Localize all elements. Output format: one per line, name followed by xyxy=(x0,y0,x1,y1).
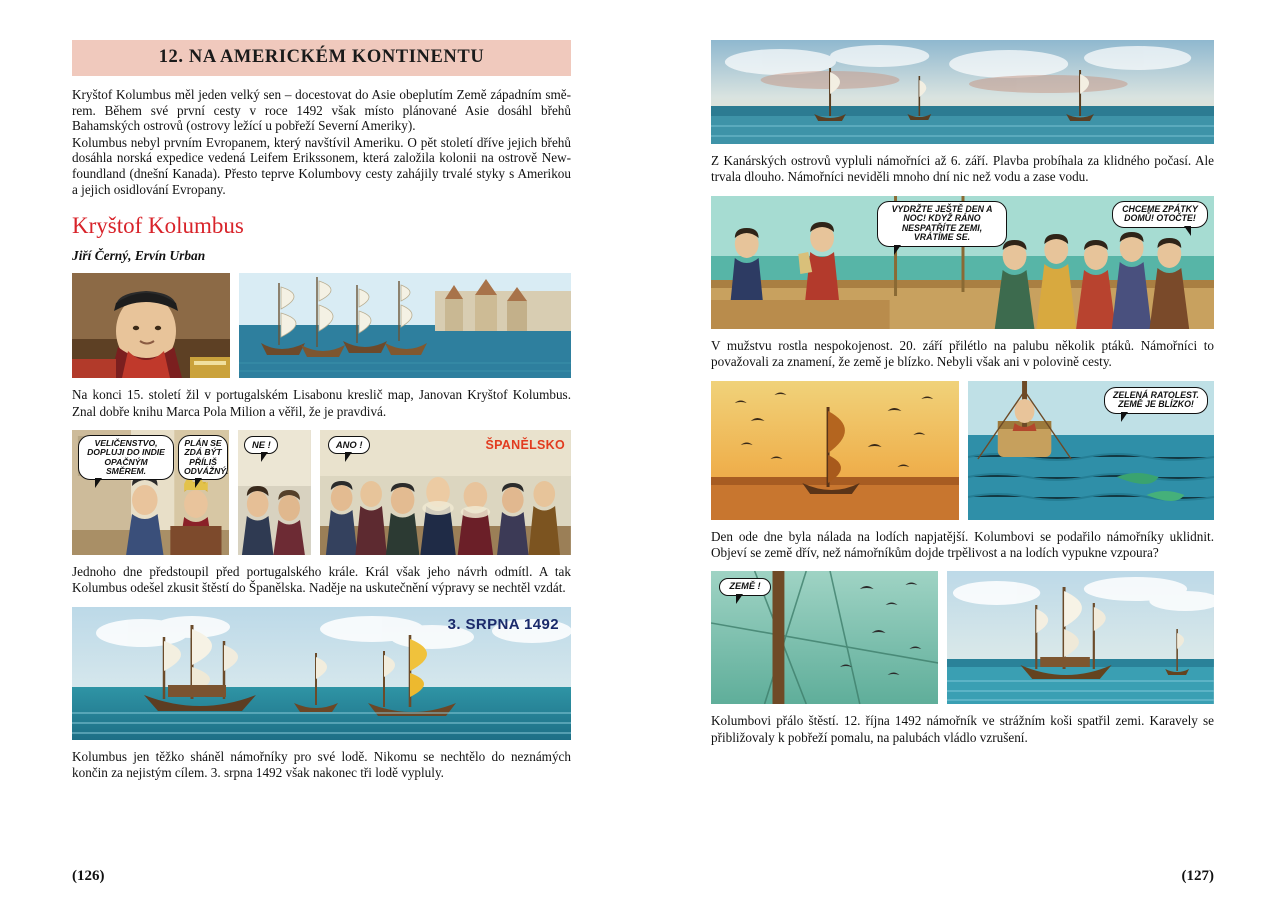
caption-land-sighted: Kolumbovi přálo štěstí. 12. října 1492 námořník ve strážním koši spatřil zemi. Karavely se přibližovaly k pobřeží pomalu, na palubách vládlo vzrušení. xyxy=(711,713,1214,745)
caption-crew-unrest: V mužstvu rostla nespokojenost. 20. září přilétlo na palubu několik ptáků. Námořníci to považovali za znamení, že země je blízko. Nebyli však ani v polovině cesty. xyxy=(711,337,1214,370)
figure-row-r1 xyxy=(711,40,1214,144)
speech-bubble-hold-on: VYDRŽTE JEŠTĚ DEN A NOC! KDYŽ RÁNO NESPATŘÍTE ZEMI, VRÁTÍME SE. xyxy=(877,201,1007,247)
intro-paragraph-2: Kolumbus nebyl prvním Evropanem, který navštívil Ameriku. O pět století dříve jejich břehů dosáhla norská expedice vedená Leifem Erikssonem, která založila kolonii na ostrově Newfoundland (dnešní Kanada). Přesto teprve Kolumbovy cesty zahájily trvalé styky s Amerikou a jejich osidlování Evropany. xyxy=(72,134,571,197)
intro-paragraph-1: Kryštof Kolumbus měl jeden velký sen – docestovat do Asie obeplutím Země západním směrem. Během své první cesty v roce 1492 však místo plánované Asie dosáhl břehů Bahamských ostrovů (ostrovy ležící u pobřeží Severní Ameriky). xyxy=(72,87,571,134)
figure-row-1 xyxy=(72,273,571,378)
caption-canary-islands: Z Kanárských ostrovů vypluli námořníci až 6. září. Plavba probíhala za klidného počasí. Ale trvala dlouho. Námořníci neviděli mnoho dní nic než vodu a zase vodu. xyxy=(711,153,1214,185)
figure-row-r4 xyxy=(711,571,1214,704)
label-spanelsko: ŠPANĚLSKO xyxy=(485,437,565,452)
speech-bubble-no: NE ! xyxy=(244,436,278,454)
sunset-illustration xyxy=(711,381,959,520)
speech-bubble-yes: ANO ! xyxy=(328,436,370,454)
figure-row-2 xyxy=(72,430,571,555)
figure-row-r3 xyxy=(711,381,1214,520)
speech-bubble-columbus-proposal: VELIČENSTVO, DOPLUJI DO INDIE OPAČNÝM SMĚREM. xyxy=(78,435,174,480)
harbour-illustration xyxy=(239,273,571,378)
page-right xyxy=(643,0,1286,915)
figure-three-ships-departing xyxy=(72,607,571,740)
figure-row-3 xyxy=(72,607,571,740)
figure-ship-at-sunset-with-birds xyxy=(711,381,959,520)
speech-bubble-green-branch: ZELENÁ RATOLEST. ZEMĚ JE BLÍZKO! xyxy=(1104,387,1208,414)
folio-left: (126) xyxy=(72,868,105,884)
caption-tension: Den ode dne byla nálada na lodích napjatější. Kolumbovi se podařilo námořníky uklidnit. Objeví se země dřív, než námořníkům dojde trpělivost a na lodích vypukne vzpoura? xyxy=(711,528,1214,561)
caption-king-refusal: Jednoho dne předstoupil před portugalského krále. Král však jeho návrh odmítl. A tak Kolumbus odešel zkusit štěstí do Španělska. Naděje na uskutečnění výpravy se nechtěl vzdát. xyxy=(72,563,571,596)
figure-argument-on-deck xyxy=(711,196,1214,329)
figure-columbus-before-the-king xyxy=(72,430,229,555)
authors-line: Jiří Černý, Ervín Urban xyxy=(72,248,206,264)
caption-columbus-mapmaker: Na konci 15. století žil v portugalském Lisabonu kreslič map, Janovan Kryštof Kolumbus. Znal dobře knihu Marca Pola Milion a věřil, že je pravdivá. xyxy=(72,387,571,419)
open-sea-illustration xyxy=(711,40,1214,144)
folio-right: (127) xyxy=(1181,868,1214,884)
figure-lookout-spotting-land xyxy=(711,571,938,704)
chapter-title: 12. NA AMERICKÉM KONTINENTU xyxy=(158,47,485,67)
figure-courtiers-arguing xyxy=(238,430,311,555)
figure-spanish-royal-court xyxy=(320,430,571,555)
speech-bubble-land: ZEMĚ ! xyxy=(719,578,771,596)
figure-sailor-in-crows-nest xyxy=(968,381,1214,520)
chapter-title-banner xyxy=(72,40,571,76)
speech-bubble-king-reply: PLÁN SE ZDÁ BÝT PŘÍLIŠ ODVÁŽNÝ. xyxy=(178,435,228,480)
figure-portrait-of-columbus xyxy=(72,273,230,378)
figure-row-r2 xyxy=(711,196,1214,329)
portrait-illustration xyxy=(72,273,230,378)
caravel-coast-illustration xyxy=(947,571,1214,704)
figure-caravel-approaching-coast xyxy=(947,571,1214,704)
caption-departure: Kolumbus jen těžko sháněl námořníky pro své lodě. Nikomu se nechtělo do neznámých končin za nejistým cílem. 3. srpna 1492 však nakonec tři lodě vypluly. xyxy=(72,748,571,781)
figure-ships-in-harbour xyxy=(239,273,571,378)
speech-bubble-go-back: CHCEME ZPÁTKY DOMŮ! OTOČTE! xyxy=(1112,201,1208,228)
figure-ships-on-open-sea xyxy=(711,40,1214,144)
section-title: Kryštof Kolumbus xyxy=(72,213,244,239)
date-stamp-1492: 3. SRPNA 1492 xyxy=(447,615,559,633)
